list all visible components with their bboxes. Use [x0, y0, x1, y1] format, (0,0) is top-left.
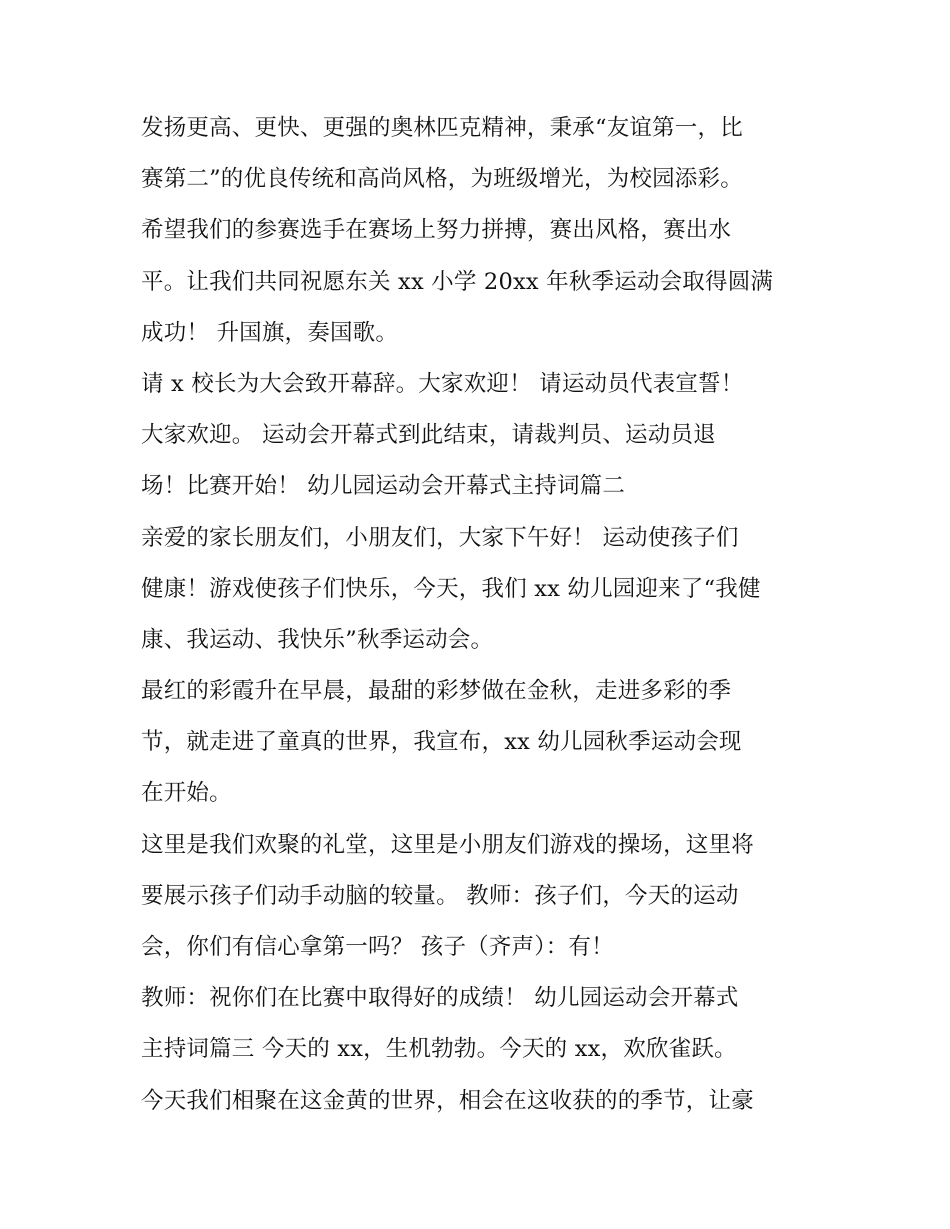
text-line: 节，就走进了童真的世界，我宣布，xx 幼儿园秋季运动会现	[141, 729, 742, 756]
document-body	[141, 103, 831, 1127]
text-line: 请 x 校长为大会致开幕辞。大家欢迎！ 请运动员代表宣誓！	[141, 370, 744, 397]
text-line: 成功！ 升国旗，奏国歌。	[141, 319, 399, 346]
text-line: 希望我们的参赛选手在赛场上努力拼搏，赛出风格，赛出水	[141, 217, 732, 244]
text-line: 发扬更高、更快、更强的奥林匹克精神，秉承“友谊第一，比	[141, 115, 743, 141]
text-line: 大家欢迎。 运动会开幕式到此结束，请裁判员、运动员退	[141, 422, 716, 449]
text-line: 康、我运动、我快乐”秋季运动会。	[141, 626, 494, 653]
text-line: 赛第二”的优良传统和高尚风格，为班级增光，为校园添彩。	[141, 166, 743, 193]
text-line: 平。让我们共同祝愿东关 xx 小学 20xx 年秋季运动会取得圆满	[141, 268, 774, 295]
text-line: 今天我们相聚在这金黄的世界，相会在这收获的的季节，让豪	[141, 1087, 754, 1114]
text-line: 最红的彩霞升在早晨，最甜的彩梦做在金秋，走进多彩的季	[141, 678, 732, 705]
text-line: 要展示孩子们动手动脑的较量。 教师：孩子们，今天的运动	[141, 882, 739, 909]
text-line: 主持词篇三 今天的 xx，生机勃勃。今天的 xx，欢欣雀跃。	[141, 1036, 737, 1063]
text-line: 在开始。	[141, 780, 232, 807]
text-line: 教师：祝你们在比赛中取得好的成绩！ 幼儿园运动会开幕式	[141, 985, 739, 1012]
text-line: 健康！游戏使孩子们快乐，今天，我们 xx 幼儿园迎来了“我健	[141, 575, 761, 602]
text-line: 亲爱的家长朋友们，小朋友们，大家下午好！ 运动使孩子们	[141, 524, 739, 551]
text-line: 场！比赛开始！ 幼儿园运动会开幕式主持词篇二	[141, 473, 626, 500]
text-line: 会，你们有信心拿第一吗？ 孩子（齐声）：有！	[141, 934, 614, 960]
text-line: 这里是我们欢聚的礼堂，这里是小朋友们游戏的操场，这里将	[141, 831, 754, 858]
